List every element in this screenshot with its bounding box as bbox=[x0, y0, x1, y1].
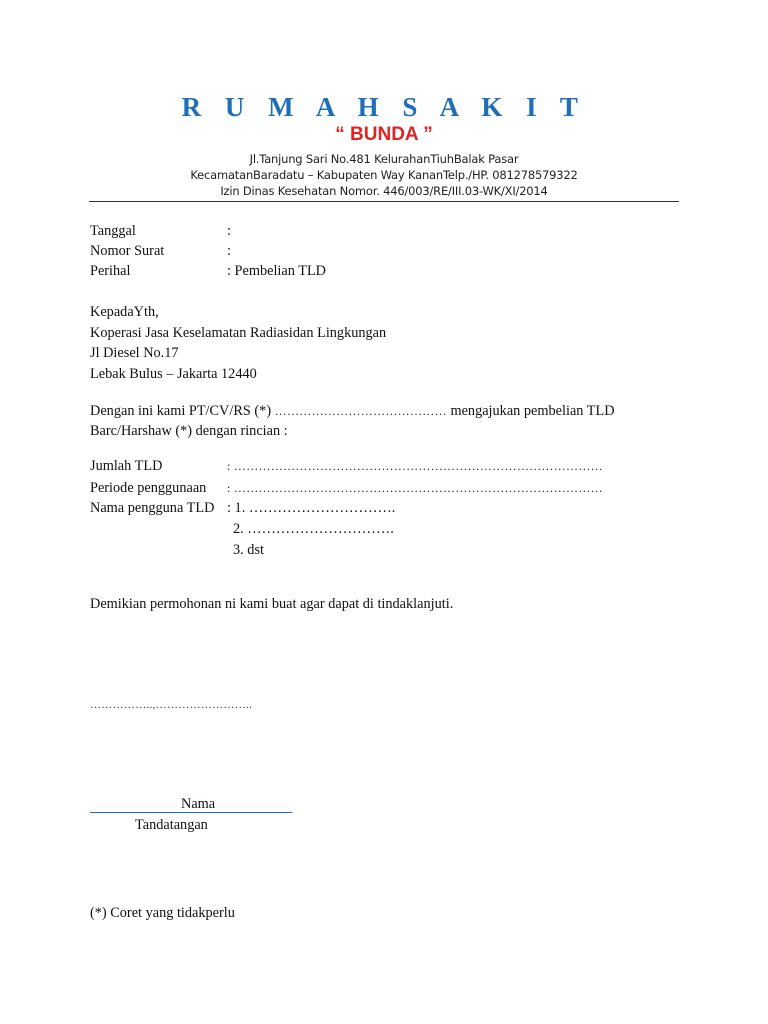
letterhead-divider bbox=[89, 201, 679, 202]
intro-line-2: Barc/Harshaw (*) dengan rincian : bbox=[90, 423, 288, 439]
jumlah-label: Jumlah TLD bbox=[90, 458, 163, 474]
intro-tail: mengajukan pembelian TLD bbox=[450, 403, 615, 419]
perihal-label: Perihal bbox=[90, 263, 131, 279]
periode-label: Periode penggunaan bbox=[90, 480, 207, 496]
signature-line bbox=[90, 812, 292, 813]
nama-pengguna-value-3: 3. dst bbox=[233, 542, 264, 558]
perihal-value: : Pembelian TLD bbox=[227, 263, 327, 279]
recipient-org: Koperasi Jasa Keselamatan Radiasidan Lingkungan bbox=[90, 325, 387, 341]
nama-pengguna-value-1: : 1. …………………………. bbox=[227, 500, 396, 516]
license-line: Izin Dinas Kesehatan Nomor. 446/003/RE/III.03-WK/XI/2014 bbox=[220, 184, 548, 198]
footnote: (*) Coret yang tidakperlu bbox=[90, 905, 235, 921]
recipient-street: Jl Diesel No.17 bbox=[90, 345, 179, 361]
nama-pengguna-value-2: 2. …………………………. bbox=[233, 521, 394, 537]
intro-line-1 bbox=[90, 401, 615, 421]
nomor-surat-value: : bbox=[227, 243, 231, 259]
nomor-surat-label: Nomor Surat bbox=[90, 243, 165, 259]
signature-name: Nama bbox=[181, 796, 216, 812]
address-line-2: KecamatanBaradatu – Kabupaten Way KananTelp./HP. 081278579322 bbox=[190, 168, 578, 182]
signature-label: Tandatangan bbox=[135, 817, 208, 833]
address-line-1: Jl.Tanjung Sari No.481 KelurahanTiuhBalak Pasar bbox=[249, 152, 519, 166]
recipient-salutation: KepadaYth, bbox=[90, 304, 159, 320]
intro-lead: Dengan ini kami PT/CV/RS (*) bbox=[90, 403, 272, 419]
hospital-name: R U M A H S A K I T bbox=[181, 92, 587, 122]
tanggal-value: : bbox=[227, 223, 231, 239]
place-date: ……………..,…………………….. bbox=[90, 699, 253, 711]
intro-dots: …………………………………… bbox=[274, 404, 447, 418]
tanggal-label: Tanggal bbox=[90, 223, 136, 239]
recipient-city: Lebak Bulus – Jakarta 12440 bbox=[90, 366, 257, 382]
nama-pengguna-label: Nama pengguna TLD bbox=[90, 500, 215, 516]
periode-value: : ……………………………………………………………………………… bbox=[227, 481, 603, 495]
hospital-subtitle: “ BUNDA ” bbox=[335, 124, 433, 145]
jumlah-value: : ……………………………………………………………………………… bbox=[227, 459, 603, 473]
closing-sentence: Demikian permohonan ni kami buat agar dapat di tindaklanjuti. bbox=[90, 596, 454, 612]
